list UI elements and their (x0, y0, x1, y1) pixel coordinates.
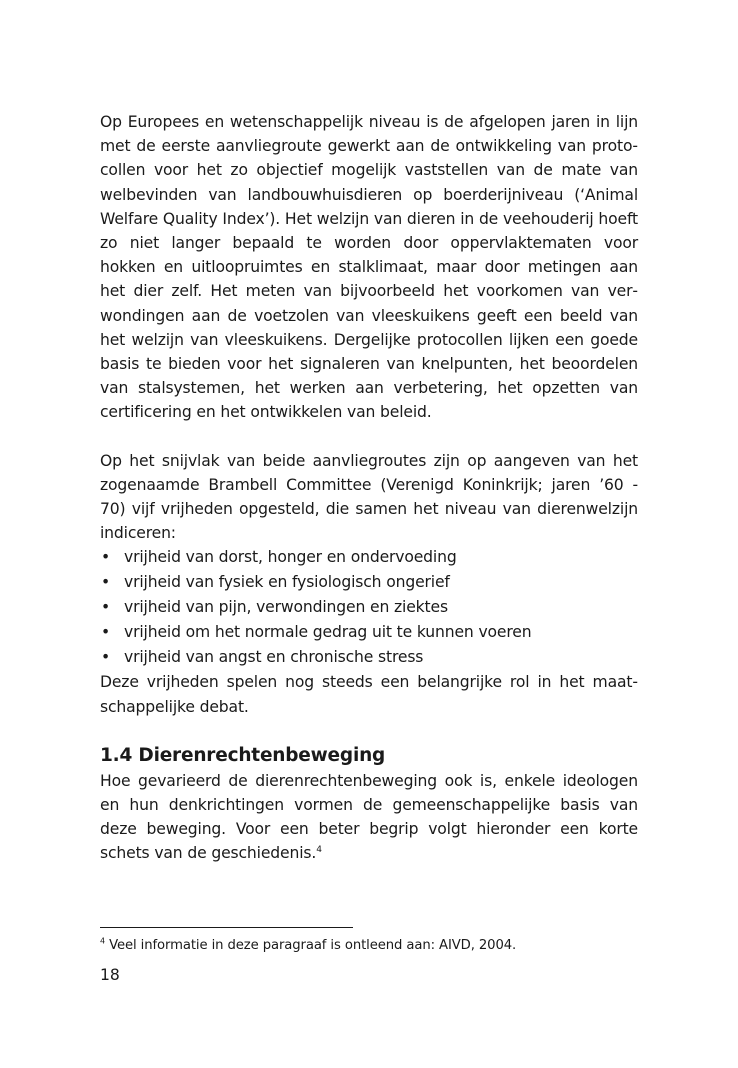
bullet-icon: • (101, 573, 111, 592)
paragraph-freedoms-debate: Deze vrijheden spelen nog steeds een belangrijke rol in het maatschappelijke debat. (100, 673, 638, 716)
list-item: • vrijheid van angst en chronische stress (100, 645, 638, 670)
list-item: • vrijheid van fysiek en fysiologisch ongerief (100, 570, 638, 595)
paragraph-animal-rights-movement: Hoe gevarieerd de dierenrechtenbeweging ook is, enkele ideologen en hun denkrichtingen vormen de gemeenschappelijke basis van deze beweging. Voor een beter begrip volgt hieronder een korte schets van de geschiedenis.$^4$ (100, 771, 638, 863)
page-body (100, 110, 638, 866)
footnote-text: Veel informatie in deze paragraaf is ontleend aan: AIVD, 2004. (109, 938, 517, 953)
bullet-icon: • (101, 548, 111, 567)
paragraph-animal-welfare-protocols: Op Europees en wetenschappelijk niveau is de afgelopen jaren in lijn met de eerste aanvliegroute gewerkt aan de ontwikkeling van protocollen voor het zo objectief mogelijk vaststellen van de mate van welbevinden van landbouwhuisdieren op boerderijniveau (‘Animal Welfare Quality Index’). Het welzijn van dieren in de veehouderij hoeft zo niet langer bepaald te worden door oppervlaktematen voor hokken en uitloopruimtes en stalklimaat, maar door metingen aan het dier zelf. Het meten van bijvoorbeeld het voorkomen van verwondingen aan de voetzolen van vleeskuikens geeft een beeld van het welzijn van vleeskuikens. Dergelijke protocollen lijken een goede basis te bieden voor het signaleren van knelpunten, het beoordelen van stalsystemen, het werken aan verbetering, het opzetten van certificering en het ontwikkelen van beleid. (100, 113, 638, 422)
list-item: • vrijheid om het normale gedrag uit te kunnen voeren (100, 620, 638, 645)
footnote-reference[interactable]: 4 (316, 845, 322, 856)
section-heading: 1.4 Dierenrechtenbeweging (100, 744, 386, 766)
footnote (100, 937, 516, 955)
list-item: • vrijheid van dorst, honger en ondervoeding (100, 545, 638, 570)
footnote-divider (100, 927, 353, 928)
footnote-marker: 4 (100, 936, 105, 946)
paragraph-brambell-committee: Op het snijvlak van beide aanvliegroutes zijn op aangeven van het zogenaamde Brambell Committee (Verenigd Koninkrijk; jaren ’60 - 70) vijf vrijheden opgesteld, die samen het niveau van dierenwelzijn indiceren: (100, 451, 638, 543)
page-number: 18 (100, 966, 120, 984)
bullet-icon: • (101, 623, 111, 642)
bullet-icon: • (101, 598, 111, 617)
bullet-icon: • (101, 648, 111, 667)
five-freedoms-list (100, 545, 638, 670)
list-item: • vrijheid van pijn, verwondingen en ziektes (100, 595, 638, 620)
